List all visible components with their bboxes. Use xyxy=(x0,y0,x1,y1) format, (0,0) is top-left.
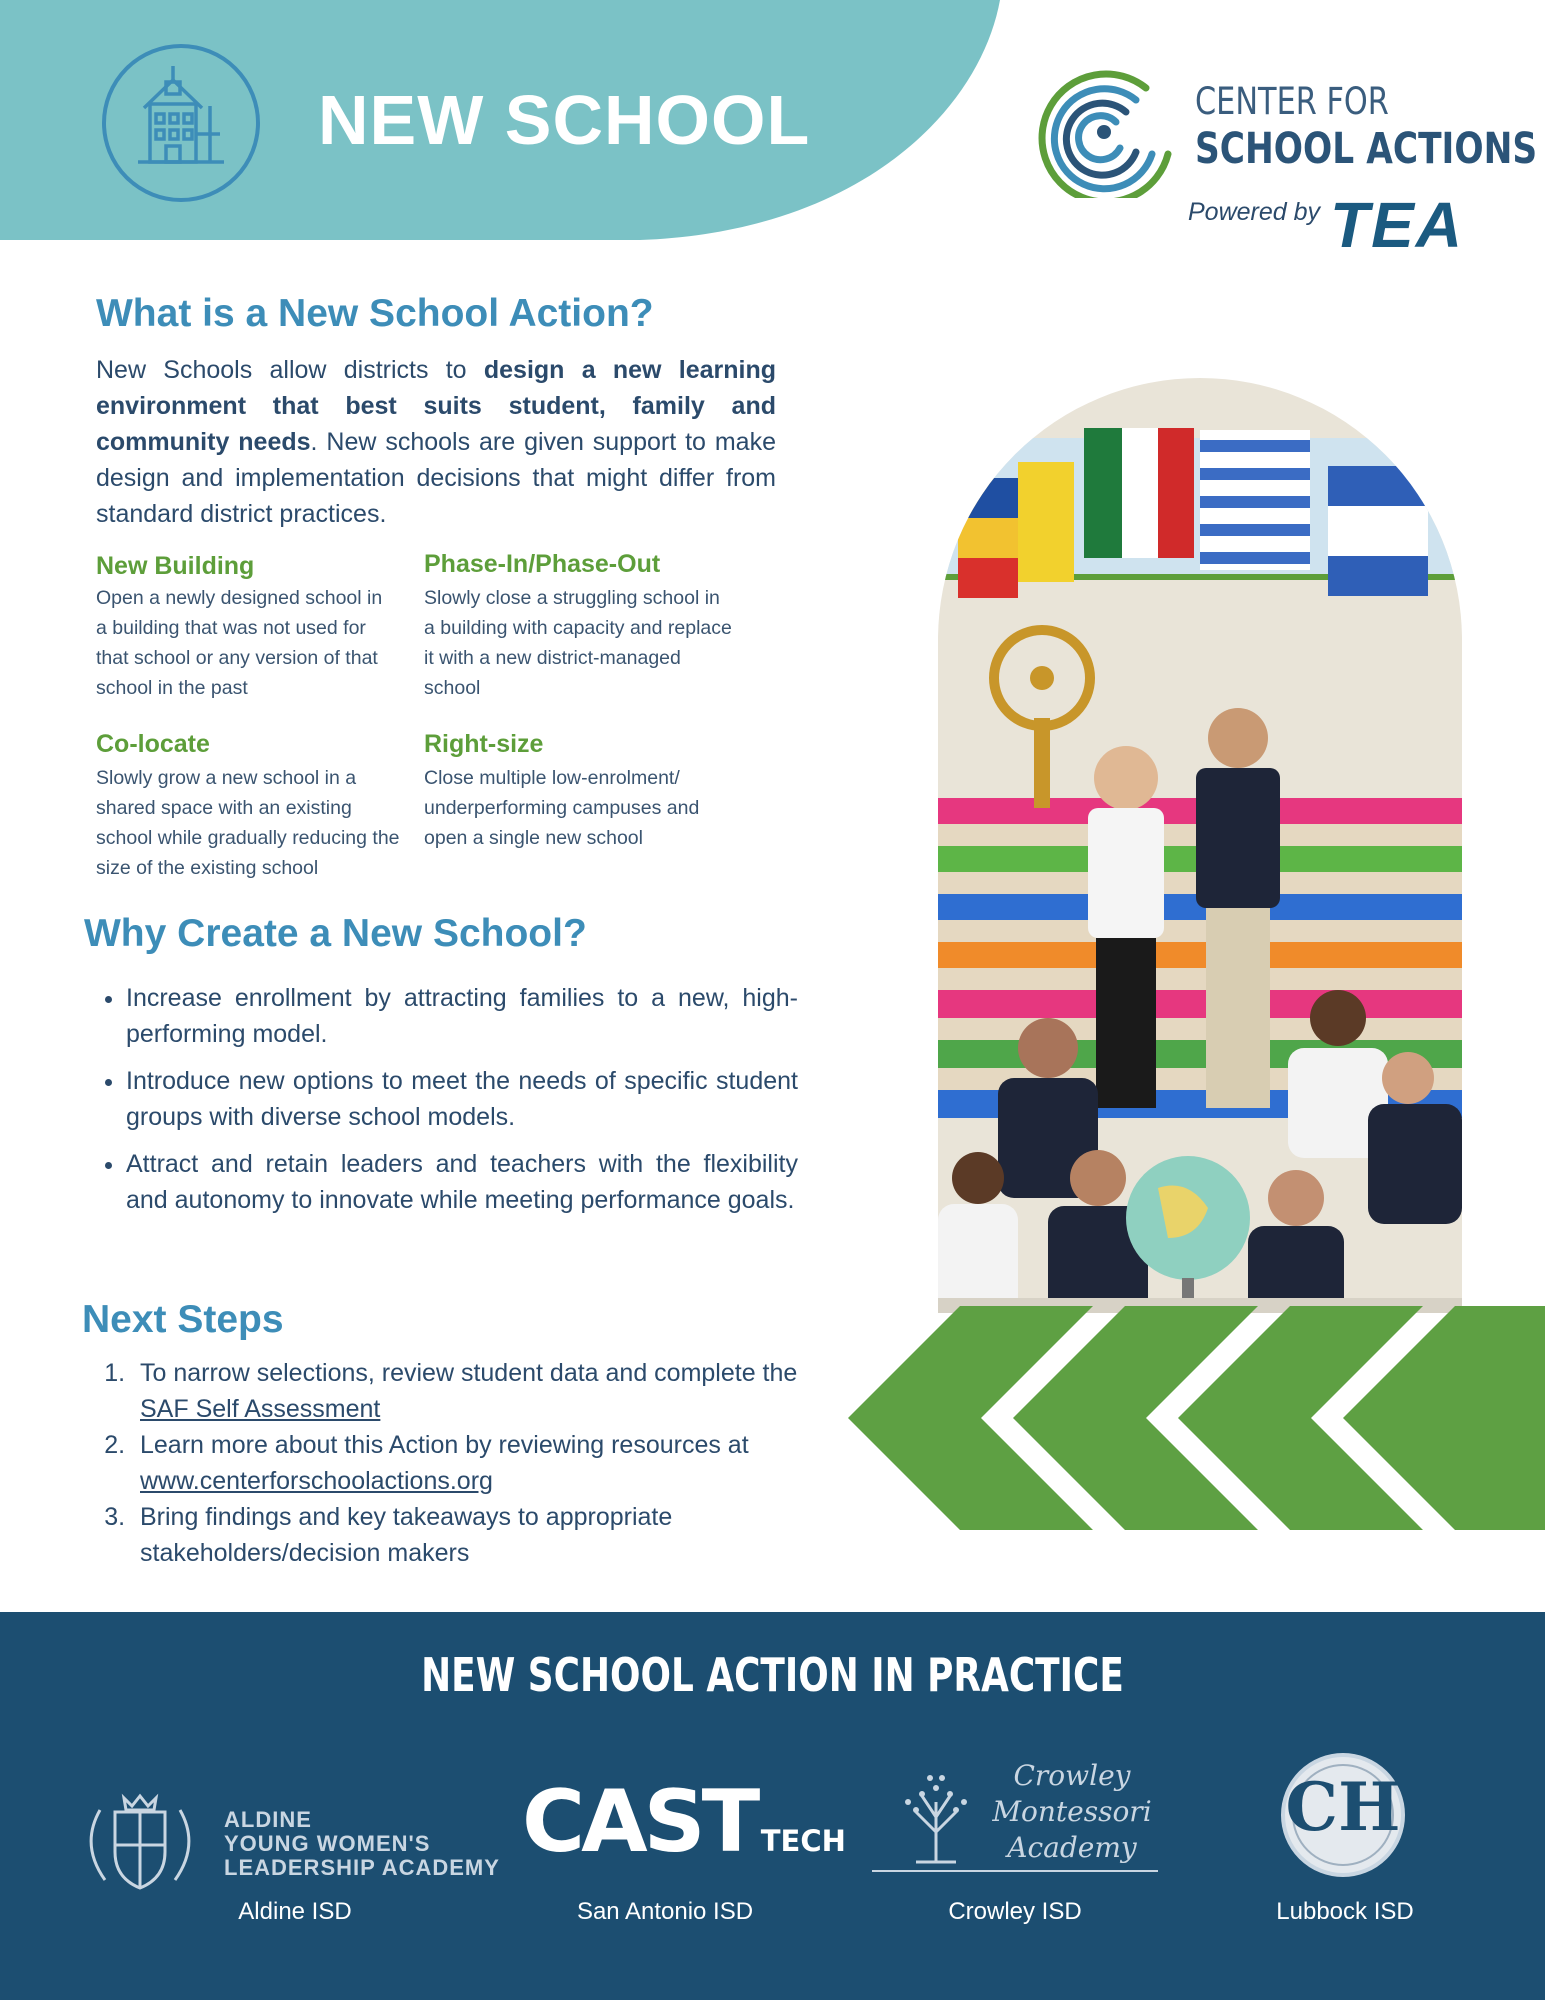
page-title: NEW SCHOOL xyxy=(318,81,811,159)
option-title: New Building xyxy=(96,552,255,580)
district-lubbock: Lubbock ISD xyxy=(1276,1898,1414,1925)
what-heading: What is a New School Action? xyxy=(96,292,654,335)
option-text: Close multiple low-enrolment/ underperforming campuses and open a single new school xyxy=(424,767,700,849)
brand-line-1: CENTER FOR xyxy=(1195,80,1389,123)
aldine-crest-icon xyxy=(80,1790,200,1900)
next-steps-heading: Next Steps xyxy=(82,1298,284,1341)
intro-paragraph: New Schools allow districts to design a new learning environment that best suits student, family and community needs. New schools are given support to make design and implementation decisions that might differ from standard district practices. xyxy=(96,356,777,528)
option-text: Slowly grow a new school in a shared space with an existing school while gradually reducing the size of the existing school xyxy=(96,767,400,879)
district-crowley: Crowley ISD xyxy=(948,1898,1082,1925)
chevron-arrows-graphic xyxy=(848,1306,1545,1530)
list-item: • Introduce new options to meet the needs of specific student groups with diverse school models. xyxy=(126,1063,798,1135)
option-title: Co-locate xyxy=(96,730,210,758)
crowley-logo-text: Crowley Montessori Academy xyxy=(992,1759,1152,1864)
list-item: 1. To narrow selections, review student data and complete the SAF Self Assessment xyxy=(132,1355,832,1427)
list-item: • Attract and retain leaders and teachers with the flexibility and autonomy to innovate while meeting performance goals. xyxy=(126,1146,798,1218)
district-aldine: Aldine ISD xyxy=(238,1898,352,1925)
list-item: 2. Learn more about this Action by reviewing resources at www.centerforschoolactions.org xyxy=(132,1427,832,1499)
district-san-antonio: San Antonio ISD xyxy=(576,1898,754,1925)
cast-tech-logo: CAST TECH xyxy=(522,1772,846,1872)
practice-heading: NEW SCHOOL ACTION IN PRACTICE xyxy=(421,1648,1124,1702)
option-text: Slowly close a struggling school in a building with capacity and replace it with a new district-managed school xyxy=(424,587,732,699)
saf-self-assessment-link[interactable]: SAF Self Assessment xyxy=(140,1395,381,1423)
powered-by-label: Powered by xyxy=(1188,198,1321,226)
tea-logo: TEA xyxy=(1330,189,1464,261)
list-item: • Increase enrollment by attracting families to a new, high-performing model. xyxy=(126,980,798,1052)
aldine-logo-text: ALDINE YOUNG WOMEN'S LEADERSHIP ACADEMY xyxy=(224,1807,500,1880)
crowley-logo-underline xyxy=(872,1870,1158,1872)
school-building-icon xyxy=(100,42,262,204)
option-text: Open a newly designed school in a building that was not used for that school or any version of that school in the past xyxy=(96,587,383,699)
tree-icon xyxy=(886,1762,986,1872)
why-heading: Why Create a New School? xyxy=(84,912,587,955)
website-link[interactable]: www.centerforschoolactions.org xyxy=(140,1467,493,1495)
option-co-locate xyxy=(96,730,406,883)
students-photo xyxy=(938,378,1462,1313)
option-right-size xyxy=(424,730,734,853)
lubbock-logo-text: CH xyxy=(1285,1768,1401,1846)
next-steps-list xyxy=(98,1355,832,1571)
list-item: 3. Bring findings and key takeaways to appropriate stakeholders/decision makers xyxy=(132,1499,832,1571)
option-title: Right-size xyxy=(424,730,544,758)
center-for-school-actions-logo-icon xyxy=(1028,66,1180,198)
option-phase-in-phase-out xyxy=(424,550,734,703)
option-new-building xyxy=(96,552,396,703)
option-title: Phase-In/Phase-Out xyxy=(424,550,661,578)
why-bullet-list xyxy=(90,980,798,1229)
brand-line-2: SCHOOL ACTIONS xyxy=(1195,124,1538,174)
